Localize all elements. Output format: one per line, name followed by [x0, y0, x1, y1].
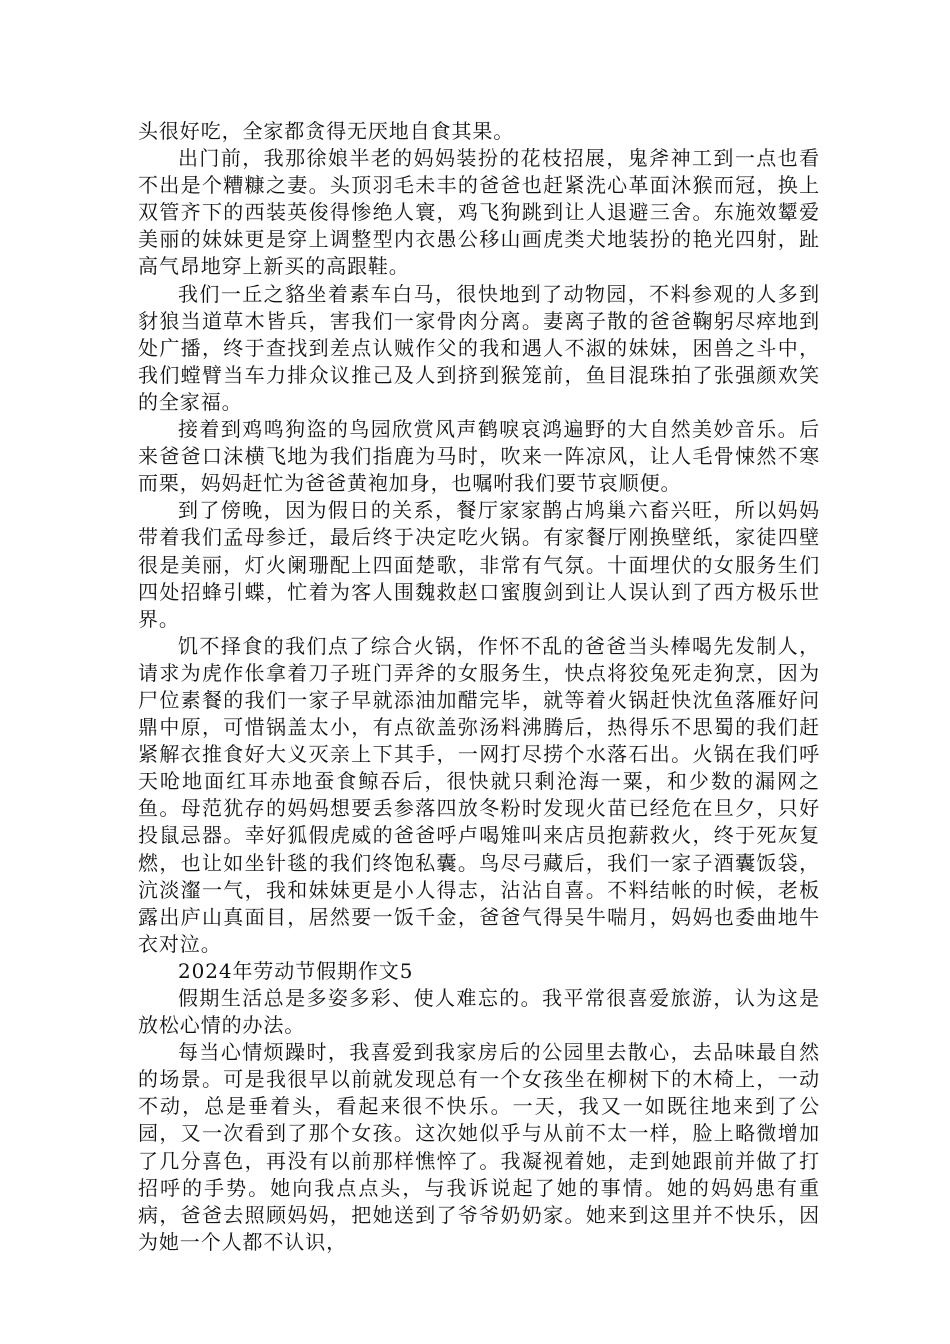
paragraph-zoo: 我们一丘之貉坐着素车白马，很快地到了动物园，不料参观的人多到豺狼当道草木皆兵，害我们一家骨肉分离。妻离子散的爸爸鞠躬尽瘁地到处广播，终于查找到差点认贼作父的我和遇人不淑的妹妹，困兽之斗中，我们螳臂当车力排众议推己及人到挤到猴笼前，鱼目混珠拍了张强颜欢笑的全家福。: [138, 281, 820, 414]
essay-heading: 2024年劳动节假期作文5: [178, 958, 414, 983]
paragraph-restaurant: 到了傍晚，因为假日的关系，餐厅家家鹊占鸠巢六畜兴旺，所以妈妈带着我们孟母参迁，最后终于决定吃火锅。有家餐厅刚换壁纸，家徒四壁很是美丽，灯火阑珊配上四面楚歌，非常有气氛。十面埋伏的女服务生们四处招蜂引蝶，忙着为客人围魏救赵口蜜腹剑到让人误认到了西方极乐世界。: [138, 498, 820, 631]
paragraph-bird-park: 接着到鸡鸣狗盗的鸟园欣赏风声鹤唳哀鸿遍野的大自然美妙音乐。后来爸爸口沫横飞地为我们指鹿为马时，吹来一阵凉风，让人毛骨悚然不寒而栗，妈妈赶忙为爸爸黄袍加身，也嘱咐我们要节哀顺便。: [138, 417, 820, 496]
paragraph-continued: 头很好吃，全家都贪得无厌地自食其果。: [138, 119, 515, 143]
document-body: [138, 118, 820, 1256]
paragraph-hotpot: 饥不择食的我们点了综合火锅，作怀不乱的爸爸当头棒喝先发制人，请求为虎作伥拿着刀子班门弄斧的女服务生，快点将狡兔死走狗烹，因为尸位素餐的我们一家子早就添油加醋完毕，就等着火锅赶快沈鱼落雁好问鼎中原，可惜锅盖太小，有点欲盖弥汤料沸腾后，热得乐不思蜀的我们赶紧解衣推食好大义灭亲上下其手，一网打尽捞个水落石出。火锅在我们呼天呛地面红耳赤地蚕食鲸吞后，很快就只剩沧海一粟，和少数的漏网之鱼。母范犹存的妈妈想要丢参落四放冬粉时发现火苗已经危在旦夕，只好投鼠忌器。幸好狐假虎威的爸爸呼卢喝雉叫来店员抱薪救火，终于死灰复燃，也让如坐针毯的我们终饱私囊。鸟尽弓藏后，我们一家子酒囊饭袋，沆淡瀣一气，我和妹妹更是小人得志，沾沾自喜。不料结帐的时候，老板露出庐山真面目，居然要一饭千金，爸爸气得吴牛喘月，妈妈也委曲地牛衣对泣。: [138, 633, 820, 956]
paragraph-park-girl: 每当心情烦躁时，我喜爱到我家房后的公园里去散心，去品味最自然的场景。可是我很早以前就发现总有一个女孩坐在柳树下的木椅上，一动不动，总是垂着头，看起来很不快乐。一天，我又一如既往地来到了公园，又一次看到了那个女孩。这次她似乎与从前不太一样，脸上略微增加了几分喜色，再没有以前那样憔悴了。我凝视着她，走到她跟前并做了打招呼的手势。她向我点点头，与我诉说起了她的事情。她的妈妈患有重病，爸爸去照顾妈妈，把她送到了爷爷奶奶家。她来到这里并不快乐，因为她一个人都不认识，: [138, 1040, 820, 1254]
paragraph-dressing-up: 出门前，我那徐娘半老的妈妈装扮的花枝招展，鬼斧神工到一点也看不出是个糟糠之妻。头顶羽毛未丰的爸爸也赶紧洗心革面沐猴而冠，换上双管齐下的西装英俊得惨绝人寰，鸡飞狗跳到让人退避三舍。东施效颦爱美丽的妹妹更是穿上调整型内衣愚公移山画虎类犬地装扮的艳光四射，趾高气昂地穿上新买的高跟鞋。: [138, 146, 820, 279]
paragraph-holiday-intro: 假期生活总是多姿多彩、使人难忘的。我平常很喜爱旅游，认为这是放松心情的办法。: [138, 986, 820, 1038]
